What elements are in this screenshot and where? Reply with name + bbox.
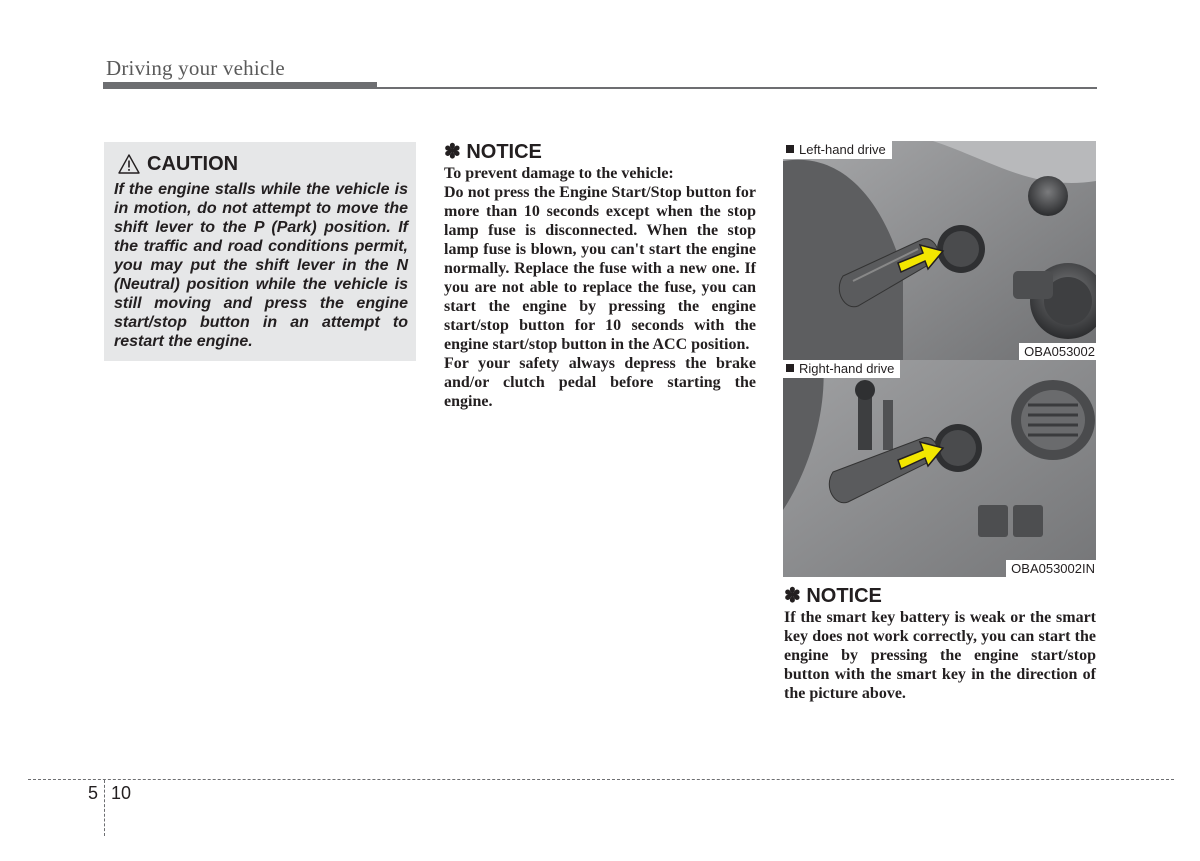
figure-label bbox=[783, 141, 892, 159]
figure-left-hand-drive bbox=[783, 141, 1096, 360]
figure-code: OBA053002 bbox=[1019, 343, 1096, 360]
caution-heading bbox=[118, 152, 408, 176]
caution-box bbox=[104, 142, 416, 361]
notice-paragraph: To prevent damage to the vehicle: bbox=[444, 165, 674, 182]
smart-key-start-button-illustration bbox=[783, 360, 1096, 577]
header-rule-thick bbox=[103, 82, 377, 89]
smart-key-start-button-illustration bbox=[783, 141, 1096, 360]
notice-body bbox=[444, 164, 756, 411]
square-bullet-icon bbox=[786, 145, 794, 153]
notice-title: ✽ NOTICE bbox=[444, 141, 542, 163]
figure-label-text: Right-hand drive bbox=[799, 361, 895, 376]
footer-dashed-line bbox=[28, 779, 1174, 780]
notice-title: ✽ NOTICE bbox=[784, 585, 882, 607]
figure-label bbox=[783, 360, 900, 378]
caution-text: If the engine stalls while the vehicle is in motion, do not attempt to move the shift lever to the P (Park) position. If the traffic and road conditions permit, you may put the shift lever in the N (Neutral) position while the vehicle is still moving and press the engine start/stop button in an attempt to restart the engine. bbox=[114, 181, 408, 350]
figure-label-text: Left-hand drive bbox=[799, 142, 886, 157]
notice-paragraph: For your safety always depress the brake and/or clutch pedal before starting the engine. bbox=[444, 355, 756, 410]
caution-title: CAUTION bbox=[147, 152, 239, 175]
notice-paragraph: Do not press the Engine Start/Stop button for more than 10 seconds except when the stop lamp fuse is disconnected. When the stop lamp fuse is blown, you can't start the engine normally. Replace the fuse with a new one. If you are not able to replace the fuse, you can start the engine by pressing the engine start/stop button for 10 seconds with the engine start/stop button in the ACC position. bbox=[444, 184, 756, 353]
figure-code: OBA053002IN bbox=[1006, 560, 1096, 577]
notice-section-1 bbox=[444, 140, 756, 411]
header-rule-thin bbox=[377, 87, 1097, 89]
section-number: 5 bbox=[88, 783, 99, 803]
page-number-divider bbox=[104, 780, 105, 836]
page-header-title: Driving your vehicle bbox=[106, 56, 285, 80]
page-number: 10 bbox=[111, 783, 132, 803]
square-bullet-icon bbox=[786, 364, 794, 372]
figure-right-hand-drive bbox=[783, 360, 1096, 577]
warning-triangle-icon bbox=[118, 154, 140, 174]
notice-body: If the smart key battery is weak or the smart key does not work correctly, you can start the engine by pressing the engine start/stop button with the smart key in the direction of the picture above. bbox=[784, 609, 1096, 702]
notice-section-2 bbox=[784, 584, 1096, 703]
